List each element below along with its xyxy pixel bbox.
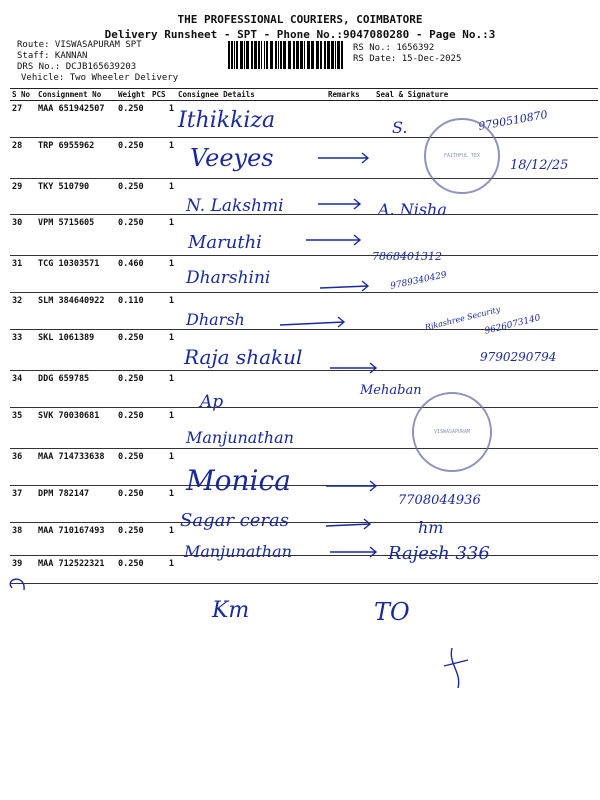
date-note: 18/12/25: [510, 158, 569, 173]
consignment-cell: VPM 5715605: [36, 215, 116, 256]
pcs-cell: 1: [150, 293, 176, 330]
sno-cell: 31: [10, 256, 36, 293]
sno-cell: 36: [10, 449, 36, 486]
sno-cell: 37: [10, 486, 36, 523]
col-pcs: PCS: [150, 89, 176, 101]
consignee-signature: Veeyes: [190, 144, 274, 172]
weight-cell: 0.250: [116, 138, 150, 179]
consignee-signature: Raja shakul: [184, 345, 303, 369]
consignee-signature: N. Lakshmi: [186, 196, 284, 216]
phone-note: 7708044936: [398, 493, 481, 508]
pcs-cell: 1: [150, 449, 176, 486]
phone-note: 9790290794: [480, 350, 557, 364]
pcs-cell: 1: [150, 371, 176, 408]
pcs-cell: 1: [150, 256, 176, 293]
stamp-text: FAITHFUL TEX: [443, 153, 481, 159]
route: Route: VISWASAPURAM SPT: [17, 40, 142, 50]
sno-cell: 34: [10, 371, 36, 408]
consignment-cell: SLM 384640922: [36, 293, 116, 330]
sno-cell: 38: [10, 523, 36, 556]
pcs-cell: 1: [150, 138, 176, 179]
weight-cell: 0.250: [116, 371, 150, 408]
receiver-signature: S.: [392, 118, 408, 137]
consignment-cell: TCG 10303571: [36, 256, 116, 293]
pcs-cell: 1: [150, 179, 176, 215]
consignee-signature: Manjunathan: [184, 542, 292, 561]
sno-cell: 33: [10, 330, 36, 371]
col-weight: Weight: [116, 89, 150, 101]
sno-cell: 35: [10, 408, 36, 449]
pcs-cell: 1: [150, 330, 176, 371]
receiver-signature: hm: [418, 518, 444, 537]
pcs-cell: 1: [150, 486, 176, 523]
col-remarks: Remarks: [326, 89, 374, 101]
consignment-cell: MAA 651942507: [36, 101, 116, 138]
pcs-cell: 1: [150, 101, 176, 138]
consignment-cell: MAA 710167493: [36, 523, 116, 556]
company-seal-stamp: [424, 118, 500, 194]
consignee-signature: Ap: [200, 392, 224, 412]
consignee-signature: Maruthi: [188, 232, 262, 253]
phone-note: 9790510870: [477, 108, 549, 133]
consignment-cell: SKL 1061389: [36, 330, 116, 371]
weight-cell: 0.250: [116, 523, 150, 556]
receiver-signature: Rikashree Security: [424, 304, 502, 333]
consignee-signature: Manjunathan: [186, 428, 294, 447]
company-name: THE PROFESSIONAL COURIERS, COIMBATORE: [177, 13, 423, 26]
phone-note: 9626073140: [483, 313, 542, 337]
consignee-signature: Sagar ceras: [180, 510, 289, 531]
col-consignee: Consignee Details: [176, 89, 326, 101]
vehicle: Vehicle: Two Wheeler Delivery: [21, 73, 179, 83]
pcs-cell: 1: [150, 408, 176, 449]
consignee-signature: Dharsh: [186, 310, 245, 329]
col-seal: Seal & Signature: [374, 89, 598, 101]
consignment-cell: TRP 6955962: [36, 138, 116, 179]
weight-cell: 0.250: [116, 101, 150, 138]
sno-cell: 32: [10, 293, 36, 330]
consignee-signature: Ithikkiza: [178, 108, 276, 133]
company-seal-stamp: [412, 392, 492, 472]
receiver-signature: Rajesh 336: [388, 543, 490, 564]
weight-cell: 0.250: [116, 215, 150, 256]
phone-note: 9789340429: [389, 270, 448, 292]
rs-number: RS No.: 1656392: [353, 43, 435, 53]
sno-cell: 28: [10, 138, 36, 179]
consignment-cell: TKY 510790: [36, 179, 116, 215]
consignment-cell: MAA 712522321: [36, 556, 116, 584]
phone-note: 7868401312: [372, 250, 442, 263]
sno-cell: 39: [10, 556, 36, 584]
weight-cell: 0.250: [116, 486, 150, 523]
consignment-cell: DDG 659785: [36, 371, 116, 408]
weight-cell: 0.250: [116, 556, 150, 584]
consignment-cell: SVK 70030681: [36, 408, 116, 449]
consignment-cell: DPM 782147: [36, 486, 116, 523]
weight-cell: 0.250: [116, 330, 150, 371]
sno-cell: 29: [10, 179, 36, 215]
rs-date: RS Date: 15-Dec-2025: [353, 54, 462, 64]
consignment-cell: MAA 714733638: [36, 449, 116, 486]
weight-cell: 0.110: [116, 293, 150, 330]
staff: Staff: KANNAN: [17, 51, 88, 61]
weight-cell: 0.460: [116, 256, 150, 293]
receiver-signature: A. Nisha: [378, 200, 447, 219]
weight-cell: 0.250: [116, 449, 150, 486]
receiver-signature: TO: [374, 598, 410, 626]
pcs-cell: 1: [150, 215, 176, 256]
pcs-cell: 1: [150, 523, 176, 556]
weight-cell: 0.250: [116, 408, 150, 449]
weight-cell: 0.250: [116, 179, 150, 215]
col-consignment: Consignment No: [36, 89, 116, 101]
consignee-signature: Dharshini: [186, 268, 271, 288]
stamp-text: VISWASAPURAM: [433, 429, 471, 435]
consignee-signature: Km: [212, 598, 250, 623]
drs-number: DRS No.: DCJB165639203: [17, 62, 137, 72]
receiver-signature: Mehaban: [360, 383, 422, 398]
consignee-signature: Monica: [186, 464, 291, 497]
runsheet-subtitle: Delivery Runsheet - SPT - Phone No.:9047080280 - Page No.:3: [104, 28, 496, 41]
pcs-cell: 1: [150, 556, 176, 584]
sno-cell: 30: [10, 215, 36, 256]
col-sno: S No: [10, 89, 36, 101]
sno-cell: 27: [10, 101, 36, 138]
